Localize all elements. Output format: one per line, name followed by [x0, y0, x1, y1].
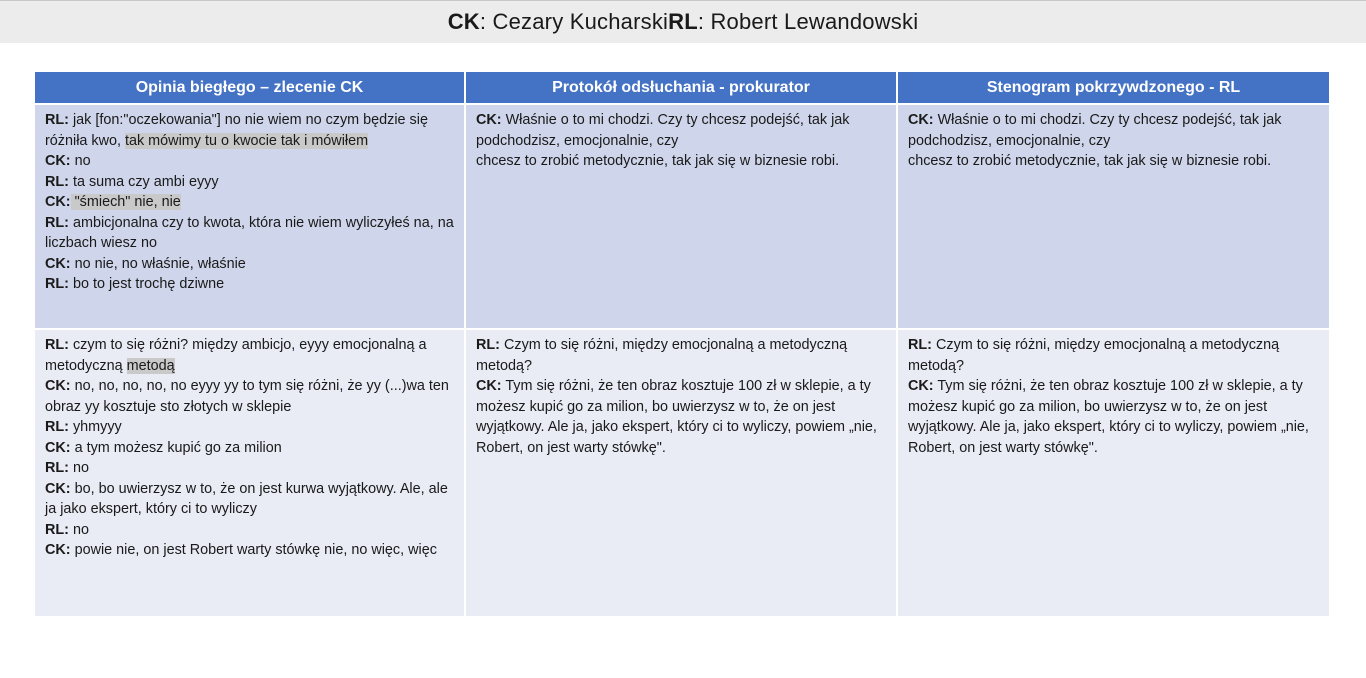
highlighted-text: tak mówimy tu o kwocie tak i mówiłem [124, 132, 369, 149]
speaker-label: RL: [476, 337, 500, 353]
highlighted-text: metodą [126, 357, 175, 374]
transcript-line [45, 520, 454, 541]
speaker-label: CK: [45, 542, 71, 558]
cell-row1-opinion [35, 105, 466, 330]
speaker-label: RL: [45, 276, 69, 292]
column-header-protocol: Protokół odsłuchania - prokurator [466, 72, 898, 105]
utterance-text: ambicjonalna czy to kwota, która nie wiem wyliczyłeś na, na liczbach wiesz no [45, 214, 458, 251]
speaker-label: CK: [908, 378, 934, 394]
speaker-label: CK: [476, 112, 502, 128]
speaker-label: CK: [45, 153, 71, 169]
utterance-text: Właśnie o to mi chodzi. Czy ty chcesz podejść, tak jak podchodzisz, emocjonalnie, czy chcesz to zrobić metodycznie, tak jak się w biznesie robi. [476, 112, 850, 169]
highlighted-text: "śmiech" nie, nie [70, 194, 181, 210]
column-header-stenogram: Stenogram pokrzywdzonego - RL [898, 72, 1331, 105]
speaker-label: CK: [45, 194, 71, 210]
transcript-line [476, 376, 886, 458]
title-ck-abbr: CK [447, 9, 480, 34]
speaker-label: RL: [45, 521, 69, 538]
utterance-text: no [68, 521, 89, 538]
cell-row2-protocol [466, 330, 898, 618]
utterance-text: no, no, no, no, no eyyy yy to tym się różni, że yy (...)wa ten obraz yy kosztuje sto złotych w sklepie [45, 378, 453, 415]
speaker-label: CK: [45, 378, 71, 394]
transcript-line [45, 213, 458, 254]
speaker-label: CK: [45, 255, 71, 272]
cell-row2-stenogram [898, 330, 1331, 618]
transcript-line [45, 254, 454, 275]
comparison-table [35, 72, 1331, 618]
speaker-label: RL: [45, 337, 69, 353]
slide-title [0, 0, 1366, 43]
utterance-text: jak [fon:"oczekowania"] no nie wiem no czym będzie się różniła kwo, [45, 112, 432, 149]
speaker-label: RL: [908, 337, 932, 353]
speaker-label: CK: [908, 112, 934, 128]
title-ck-name: : Cezary Kucharski [479, 9, 669, 34]
transcript-line [476, 335, 886, 376]
transcript-line [45, 438, 454, 459]
utterance-text: yhmyyy [68, 419, 122, 435]
utterance-text: no [68, 460, 89, 476]
speaker-label: RL: [45, 460, 69, 476]
utterance-text: czym to się różni? między ambicjo, eyyy emocjonalną a metodyczną [45, 337, 431, 374]
utterance-text: bo to jest trochę dziwne [68, 276, 225, 292]
transcript-line [45, 274, 454, 295]
transcript-line [45, 540, 454, 561]
transcript-line [908, 376, 1319, 458]
speaker-label: RL: [45, 112, 69, 128]
utterance-text: Czym to się różni, między emocjonalną a metodyczną metodą? [908, 337, 1284, 374]
cell-row1-stenogram [898, 105, 1331, 330]
utterance-text: no [70, 153, 91, 169]
transcript-line [45, 110, 454, 151]
utterance-text: a tym możesz kupić go za milion [70, 439, 282, 456]
speaker-label: CK: [476, 378, 502, 394]
utterance-text: Właśnie o to mi chodzi. Czy ty chcesz podejść, tak jak podchodzisz, emocjonalnie, czy chcesz to zrobić metodycznie, tak jak się w biznesie robi. [908, 112, 1282, 169]
utterance-text: bo, bo uwierzysz w to, że on jest kurwa wyjątkowy. Ale, ale ja jako ekspert, który ci to wyliczy [45, 480, 452, 517]
transcript-line [45, 192, 454, 213]
cell-row2-opinion [35, 330, 466, 618]
transcript-line [476, 110, 886, 172]
speaker-label: CK: [45, 480, 71, 497]
transcript-line [45, 417, 454, 438]
title-rl-abbr: RL [668, 9, 698, 34]
speaker-label: RL: [45, 214, 69, 231]
speaker-label: RL: [45, 173, 69, 190]
transcript-line [908, 110, 1319, 172]
transcript-line [45, 458, 454, 479]
transcript-line [908, 335, 1319, 376]
utterance-text: powie nie, on jest Robert warty stówkę nie, no więc, więc [70, 542, 437, 558]
utterance-text: ta suma czy ambi eyyy [68, 173, 219, 190]
column-header-opinion: Opinia biegłego – zlecenie CK [35, 72, 466, 105]
utterance-text: no nie, no właśnie, właśnie [70, 255, 246, 272]
utterance-text: Czym to się różni, między emocjonalną a metodyczną metodą? [476, 337, 852, 374]
transcript-line [45, 479, 454, 520]
cell-row1-protocol [466, 105, 898, 330]
transcript-line [45, 376, 454, 417]
speaker-label: CK: [45, 439, 71, 456]
speaker-label: RL: [45, 419, 69, 435]
utterance-text: Tym się różni, że ten obraz kosztuje 100 zł w sklepie, a ty możesz kupić go za milion, bo uwierzysz w to, że on jest wyjątkowy. Ale ja, jako ekspert, który ci to wyliczy, powiem „nie, Robert, on jest warty stówkę". [476, 378, 881, 456]
transcript-line [45, 172, 454, 193]
transcript-line [45, 151, 454, 172]
transcript-line [45, 335, 454, 376]
utterance-text: Tym się różni, że ten obraz kosztuje 100 zł w sklepie, a ty możesz kupić go za milion, bo uwierzysz w to, że on jest wyjątkowy. Ale ja, jako ekspert, który ci to wyliczy, powiem „nie, Robert, on jest warty stówkę". [908, 378, 1313, 456]
title-rl-name: : Robert Lewandowski [697, 9, 919, 34]
